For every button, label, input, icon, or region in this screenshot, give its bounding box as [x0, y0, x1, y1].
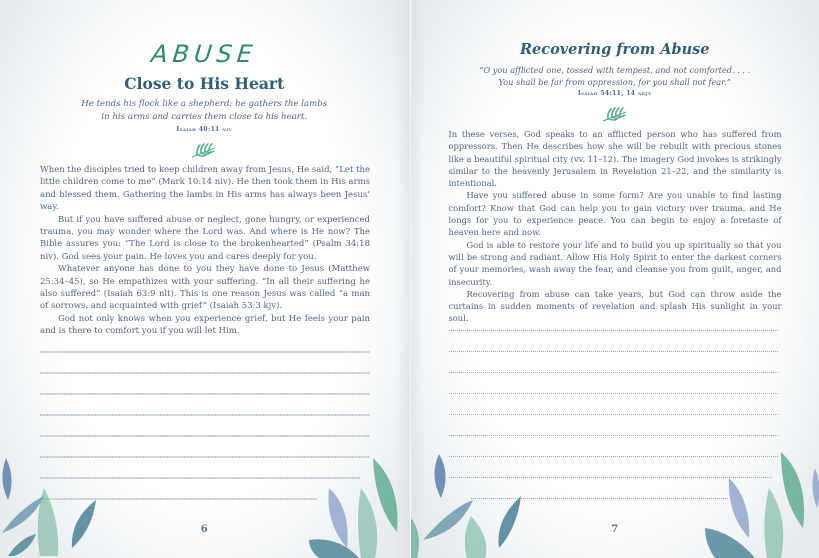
journal-line[interactable]: [449, 372, 779, 373]
fern-sprig-icon: [600, 106, 630, 124]
journal-line[interactable]: [449, 414, 779, 415]
journal-line[interactable]: [40, 414, 370, 416]
watercolor-leaves-gutter-left: [299, 448, 409, 558]
journal-line[interactable]: [449, 393, 779, 394]
paragraph: In these verses, God speaks to an afflicted person who has suffered from oppressors. Then He describes how she will be rebuilt with precious stones like a beautiful spiritual city (vv. 11–12). The imagery God invokes is strikingly similar to the heavenly Jerusalem in Revelation 21–22, and the similarity is intentional.: [448, 129, 782, 189]
leaf-cluster-icon: [299, 448, 409, 558]
watercolor-leaves-left: [0, 438, 110, 558]
key-verse: [411, 64, 819, 88]
paragraph: Have you suffered abuse in some form? Are you unable to find lasting comfort? Know that God can help you to gain victory over trauma, and He longs for you to experience peace. You can begin to enjoy a foretaste of heaven here and now.: [448, 190, 782, 238]
verse-line: You shall be far from oppression, for you shall not fear.”: [498, 77, 731, 88]
fern-sprig-icon: [189, 142, 219, 160]
devotion-title: Close to His Heart: [124, 74, 285, 93]
journal-line[interactable]: [449, 330, 779, 331]
page-number: 6: [200, 524, 208, 535]
right-page: [410, 0, 819, 558]
category-heading: ABUSE: [149, 40, 259, 68]
journal-line[interactable]: [40, 372, 370, 374]
verse-reference: Isaiah 40:11 niv: [176, 126, 233, 133]
paragraph: When the disciples tried to keep children away from Jesus, He said, “Let the little children come to me” (Mark 10:14 niv). He then took them in His arms and blessed them. Gathering the lambs in His arms has always been Jesus’ way.: [40, 165, 370, 213]
leaf-cluster-icon: [699, 448, 819, 558]
paragraph: God is able to restore your life and to build you up spiritually so that you will be strong and radiant. Allow His Holy Spirit to enter the darkest corners of your memories, wash away the fear, and cleanse you from guilt, anger, and insecurity.: [448, 239, 782, 287]
journal-line[interactable]: [40, 435, 370, 437]
paragraph: God not only knows when you experience grief, but He feels your pain and is there to comfort you if you will let Him.: [40, 313, 370, 337]
watercolor-leaves-gutter-right: [411, 448, 531, 558]
devotion-body: [449, 128, 782, 325]
verse-reference: Isaiah 54:11, 14 nkjv: [577, 90, 652, 97]
verse-line: in his arms and carries them close to his heart.: [101, 111, 308, 122]
paragraph: Recovering from abuse can take years, but God can throw aside the curtains in sudden moments of revelation and splash His sunlight in your soul.: [448, 288, 782, 324]
key-verse: [0, 98, 409, 124]
devotion-body: [40, 164, 370, 338]
page-number: 7: [611, 524, 619, 535]
journal-line[interactable]: [449, 435, 779, 436]
journal-line[interactable]: [449, 351, 779, 352]
verse-line: “O you afflicted one, tossed with tempest, and not comforted. . . .: [479, 65, 751, 75]
verse-line: He tends his flock like a shepherd: he gathers the lambs: [81, 99, 328, 109]
devotion-title: Recovering from Abuse: [519, 41, 710, 58]
leaf-cluster-icon: [0, 438, 110, 558]
paragraph: Whatever anyone has done to you they have done to Jesus (Matthew 25:34–45), so He empathizes with your suffering. “In all their suffering he also suffered” (Isaiah 63:9 nlt). This is one reason Jesus was called “a man of sorrows, and acquainted with grief” (Isaiah 53:3 kjv).: [40, 264, 370, 312]
journal-line[interactable]: [40, 351, 370, 353]
journal-line[interactable]: [40, 393, 370, 395]
watercolor-leaves-right: [699, 448, 819, 558]
leaf-cluster-icon: [411, 448, 531, 558]
paragraph: But if you have suffered abuse or neglect, gone hungry, or experienced trauma, you may wonder where the Lord was. And where is He now? The Bible assures you: “The Lord is close to the brokenhearted” (Psalm 34:18 niv). God sees your pain. He loves you and cares deeply for you.: [40, 214, 370, 262]
